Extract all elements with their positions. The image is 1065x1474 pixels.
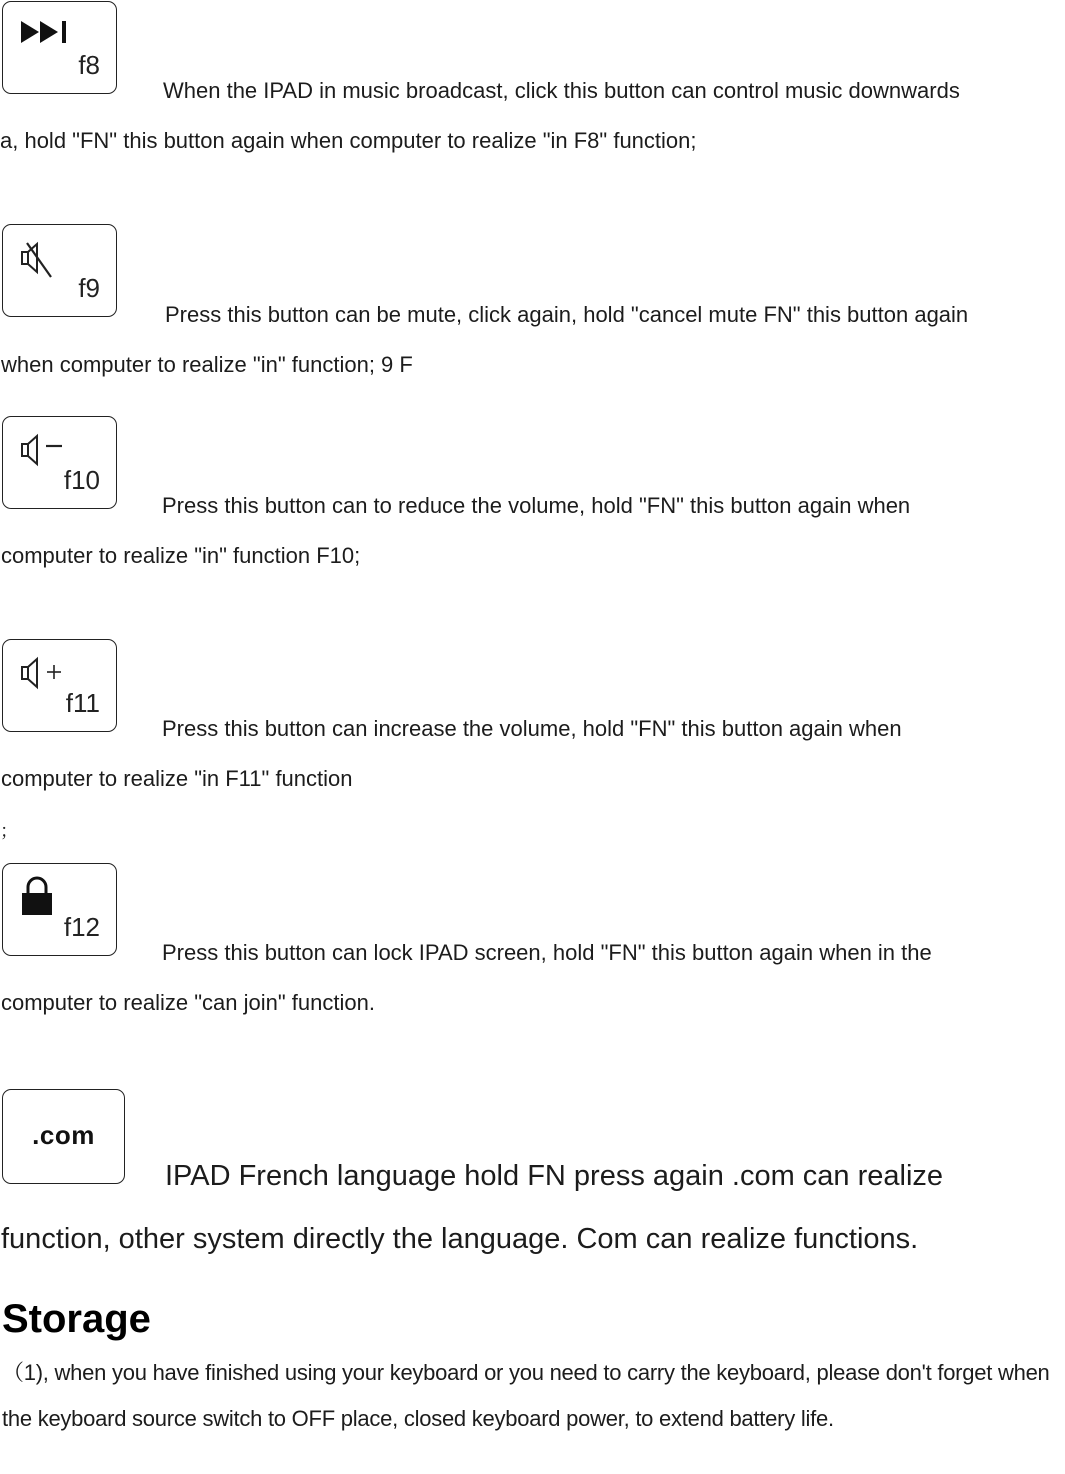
f9-description-line1: Press this button can be mute, click again, hold "cancel mute FN" this button again (165, 302, 969, 327)
storage-heading: Storage (2, 1297, 151, 1341)
f10-description-line1: Press this button can to reduce the volume, hold "FN" this button again when (162, 493, 911, 518)
key-label: f9 (78, 273, 100, 303)
next-track-icon (21, 18, 73, 51)
key-label: f8 (78, 50, 100, 80)
f12-description-line1: Press this button can lock IPAD screen, hold "FN" this button again when in the (162, 940, 932, 965)
key-label: f11 (65, 688, 100, 718)
key-f11 (2, 639, 117, 732)
f12-description-line2: computer to realize "can join" function. (1, 990, 375, 1015)
key-f9 (2, 224, 117, 317)
key-f10 (2, 416, 117, 509)
f8-description-line2: a, hold "FN" this button again when computer to realize "in F8" function; (0, 128, 697, 153)
f11-description-line2: computer to realize "in F11" function (1, 766, 353, 791)
key-f8 (2, 1, 117, 94)
mute-icon (19, 239, 59, 284)
volume-down-icon (19, 433, 65, 474)
f8-description-line1: When the IPAD in music broadcast, click this button can control music downwards (163, 78, 960, 103)
f10-description-line2: computer to realize "in" function F10; (1, 543, 361, 568)
lock-icon (20, 876, 54, 923)
f9-description-line2: when computer to realize "in" function; 9 F (1, 352, 413, 377)
key-label: f10 (63, 465, 100, 495)
f11-description-line3: ； (0, 821, 18, 841)
volume-up-icon (19, 656, 65, 697)
storage-paragraph: （1), when you have finished using your keyboard or you need to carry the keyboard, please don't forget when the keyboard source switch to OFF place, closed keyboard power, to extend battery life. (2, 1360, 1050, 1431)
key-label: .com (32, 1120, 95, 1150)
key-com (2, 1089, 125, 1184)
com-description-line1: IPAD French language hold FN press again .com can realize (165, 1160, 944, 1192)
com-description-line2: function, other system directly the language. Com can realize functions. (1, 1223, 919, 1255)
key-f12 (2, 863, 117, 956)
key-label: f12 (63, 912, 100, 942)
f11-description-line1: Press this button can increase the volume, hold "FN" this button again when (162, 716, 902, 741)
